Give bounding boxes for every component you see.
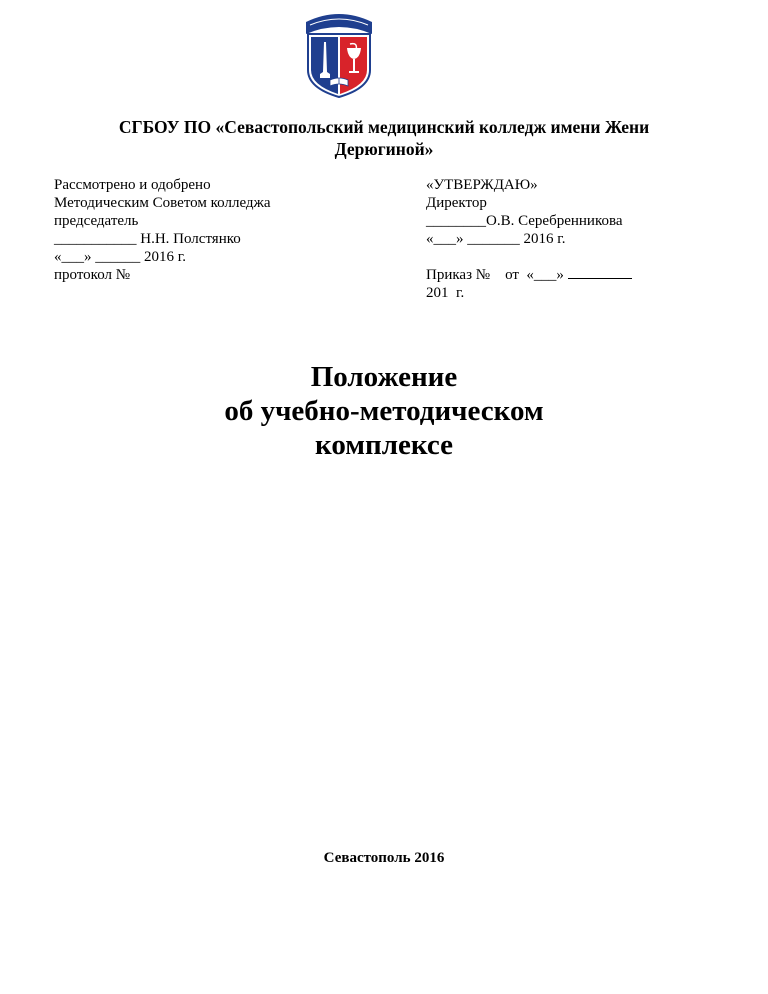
methodical-council-label: Методическим Советом колледжа — [54, 195, 271, 211]
document-title-line3: комплексе — [315, 429, 453, 461]
document-title — [100, 360, 668, 462]
footer-city-year: Севастополь 2016 — [323, 850, 445, 866]
organization-title-line1: СГБОУ ПО «Севастопольский медицинский колледж имени Жени — [118, 117, 650, 137]
emblem-cup-stem — [353, 59, 355, 71]
director-label: Директор — [426, 195, 487, 211]
approval-block-left — [54, 176, 384, 284]
order-number-label: Приказ № от «___» — [426, 267, 564, 283]
order-line — [426, 266, 746, 284]
emblem-cup-base — [349, 71, 359, 73]
spacer — [426, 248, 746, 266]
college-emblem-icon — [302, 12, 376, 98]
order-date-blank — [568, 266, 632, 279]
order-year-label: 201 г. — [426, 285, 465, 301]
approval-block-right — [426, 176, 746, 302]
organization-title-line2: Дерюгиной» — [334, 139, 434, 159]
approve-label: «УТВЕРЖДАЮ» — [426, 177, 538, 193]
organization-title — [40, 116, 728, 160]
document-title-line2: об учебно-методическом — [224, 395, 544, 427]
emblem-ribbon — [306, 14, 372, 34]
emblem-svg — [302, 12, 376, 98]
protocol-number-label: протокол № — [54, 267, 131, 283]
director-signature-line: ________О.В. Серебренникова — [426, 213, 623, 229]
considered-label: Рассмотрено и одобрено — [54, 177, 211, 193]
chairman-label: председатель — [54, 213, 139, 229]
left-date-line: «___» ______ 2016 г. — [54, 249, 186, 265]
document-title-line1: Положение — [310, 361, 458, 393]
chairman-signature-line: ___________ Н.Н. Полстянко — [54, 231, 241, 247]
right-date-line: «___» _______ 2016 г. — [426, 231, 566, 247]
